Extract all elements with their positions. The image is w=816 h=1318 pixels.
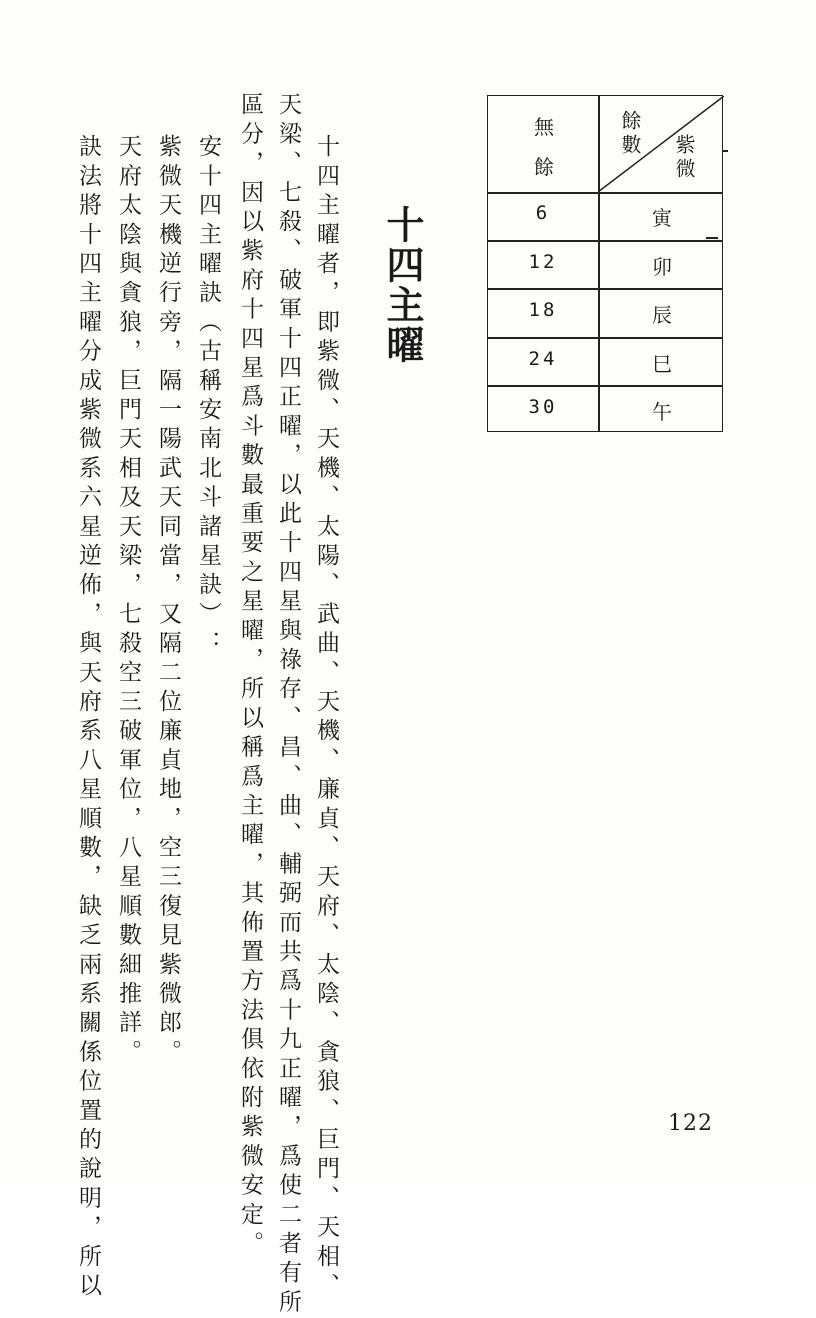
header-remainder-label: 餘數 (618, 110, 642, 158)
margin-mark (722, 150, 728, 152)
text-column-7: 訣法將十四主曜分成紫微系六星逆佈，與天府系八星順數，缺乏兩系關係位置的說明，所以 (75, 134, 101, 1302)
branch-cell: 寅 (652, 206, 672, 230)
remainder-cell: 6 (535, 202, 551, 224)
page-number: 122 (668, 1111, 713, 1136)
table-divider (488, 337, 722, 339)
ziwei-position-table (487, 95, 723, 432)
remainder-cell: 30 (528, 396, 558, 418)
text-column-6: 天府太陰與貪狼，巨門天相及天梁，七殺空三破軍位，八星順數細推詳。 (115, 134, 141, 1069)
table-divider (488, 288, 722, 290)
remainder-cell: 12 (528, 251, 558, 273)
branch-cell: 辰 (652, 303, 672, 327)
text-column-2: 天梁、七殺、破軍十四正曜，以此十四星與祿存、昌、曲、輔弼而共爲十九正曜，爲使二者有所 (275, 92, 301, 1318)
header-ziwei-label: 紫微 (672, 134, 696, 182)
section-title: 十四主曜 (380, 205, 425, 365)
remainder-cell: 24 (528, 348, 558, 370)
text-column-4: 安十四主曜訣（古稱安南北斗諸星訣）： (195, 134, 221, 660)
table-divider (488, 240, 722, 242)
branch-cell: 午 (652, 400, 672, 424)
remainder-cell: 18 (528, 299, 558, 321)
text-column-3: 區分，因以紫府十四星爲斗數最重要之星曜，所以稱爲主曜，其佈置方法俱依附紫微安定。 (237, 92, 263, 1260)
table-divider (488, 192, 722, 194)
header-none-char: 無 (534, 115, 554, 139)
margin-mark (706, 237, 718, 239)
header-none-label (524, 112, 564, 182)
branch-cell: 巳 (652, 352, 672, 376)
header-diagonal-line (598, 96, 724, 192)
text-column-1: 十四主曜者，即紫微、天機、太陽、武曲、天機、廉貞、天府、太陰、貪狼、巨門、天相、 (313, 134, 339, 1302)
branch-cell: 卯 (652, 255, 672, 279)
table-divider (488, 385, 722, 387)
text-column-5: 紫微天機逆行旁，隔一陽武天同當，又隔二位廉貞地，空三復見紫微郎。 (155, 134, 181, 1069)
header-remainder-char: 餘 (534, 155, 554, 179)
